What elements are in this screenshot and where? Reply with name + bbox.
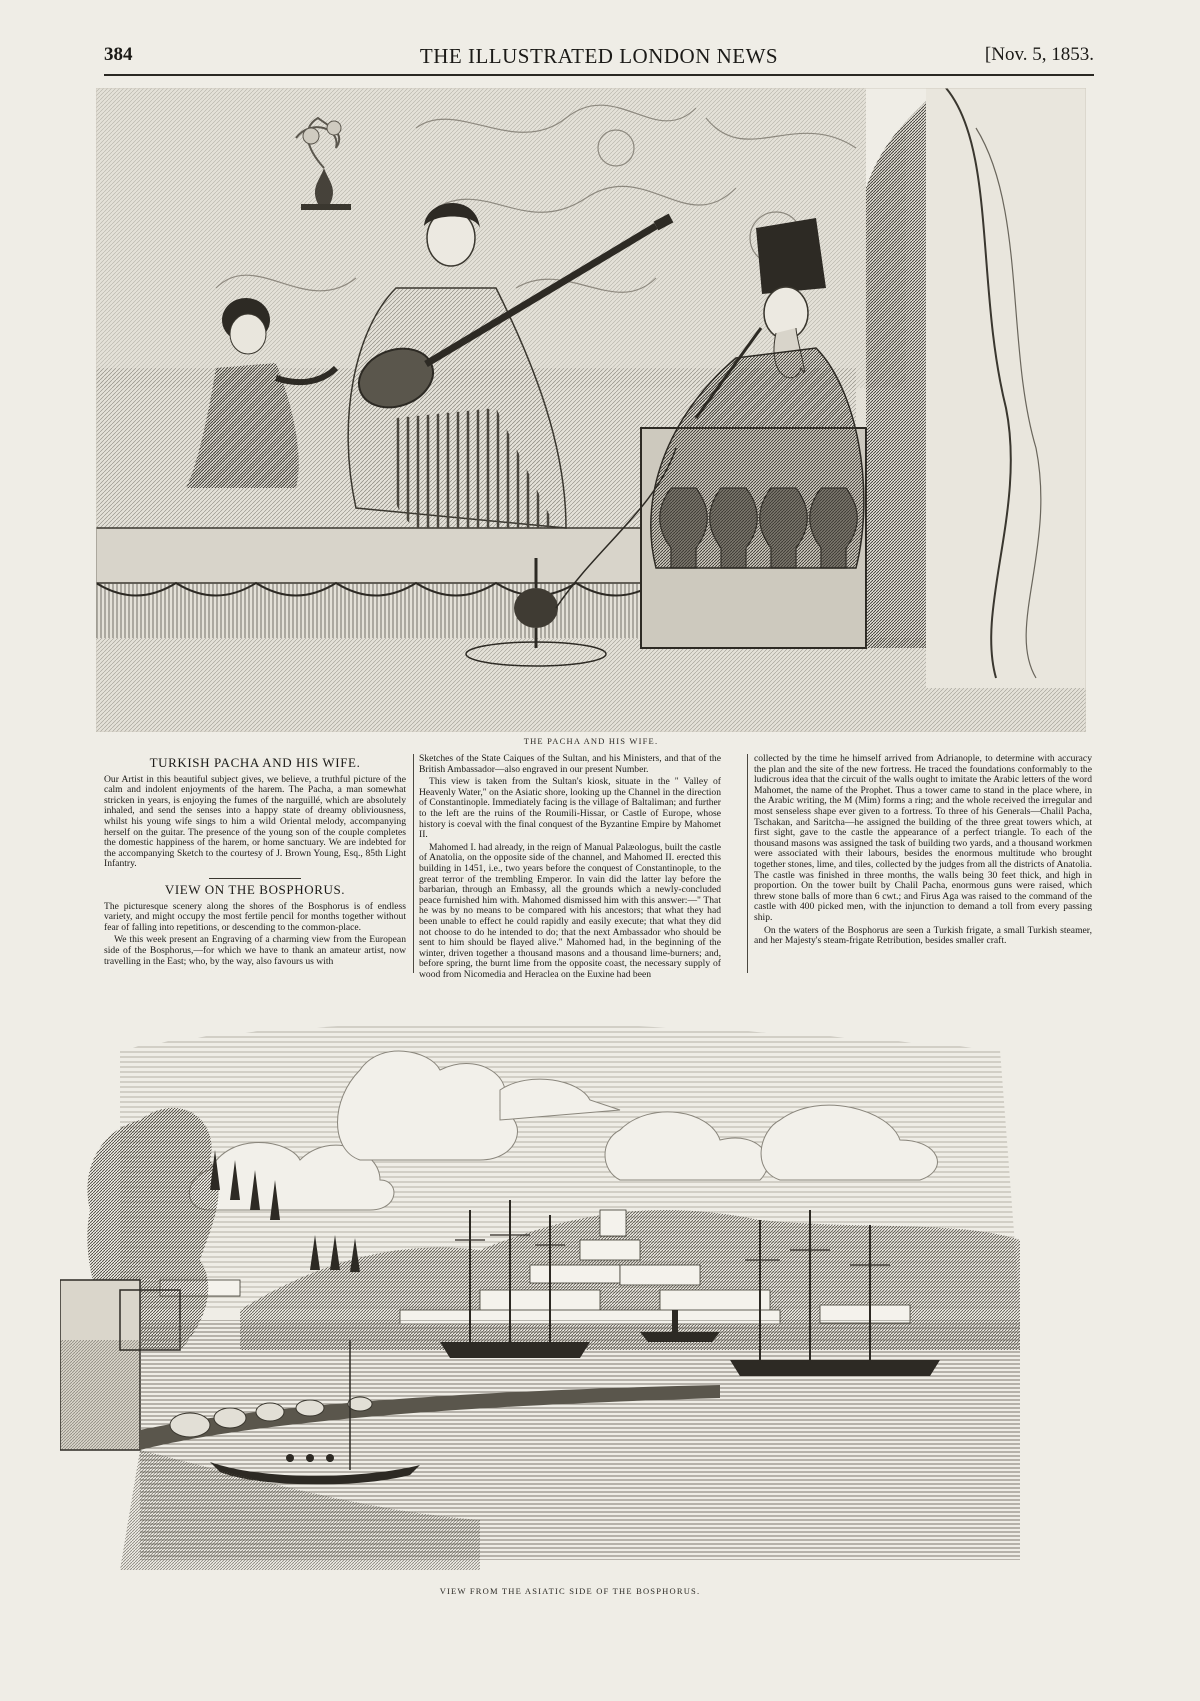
column-divider-2 bbox=[747, 754, 748, 973]
masthead bbox=[104, 38, 1094, 76]
caption-pacha: THE PACHA AND HIS WIFE. bbox=[523, 736, 659, 746]
article-column-2 bbox=[419, 754, 721, 982]
article-column-3 bbox=[754, 754, 1092, 949]
section-divider bbox=[209, 878, 301, 879]
column-divider-1 bbox=[413, 754, 414, 973]
issue-date: [Nov. 5, 1853. bbox=[984, 44, 1094, 65]
engraving-pacha-and-wife bbox=[96, 88, 1086, 732]
article-heading-bosphorus: VIEW ON THE BOSPHORUS. bbox=[164, 881, 346, 897]
publication-title: THE ILLUSTRATED LONDON NEWS bbox=[419, 44, 779, 68]
column2-paragraph-2: This view is taken from the Sultan's kiosk, situate in the " Valley of Heavenly Water," on the Asiatic shore, looking up the Channel in the direction of Constantinople. Immediately facing is the village of Baltaliman; and further to the left are the ruins of the Roumili-Hissar, or Castle of Europe, whose history is coeval with the final conquest of the Byzantine Empire by Mahomet II. bbox=[419, 776, 721, 841]
engraving-pacha-illustration bbox=[96, 88, 1086, 732]
article-pacha-paragraph: Our Artist in this beautiful subject gives, we believe, a truthful picture of the calm and indolent enjoyments of the harem. The Pacha, a man somewhat stricken in years, is enjoying the fumes of the narguillé, which are absolutely inhaled, and send the senses into a happy state of dreamy obliviousness, whilst his young wife sings to him a wild Oriental melody, accompanying herself on the guitar. The presence of the young son of the couple completes the domestic happiness of the harem, or home sanctuary. We are indebted for the accompanying Sketch to the courtesy of J. Brown Young, Esq., 85th Light Infantry. bbox=[104, 773, 406, 870]
article-bosphorus-paragraph-2: We this week present an Engraving of a charming view from the European side of the Bosphorus,—for which we have to thank an amateur artist, now travelling in the East; who, by the way, also favours us with bbox=[104, 934, 406, 967]
column3-paragraph-2: On the waters of the Bosphorus are seen a Turkish frigate, a small Turkish steamer, and her Majesty's steam-frigate Retribution, besides smaller craft. bbox=[754, 924, 1092, 947]
column3-paragraph-1: collected by the time he himself arrived from Adrianople, to determine with accuracy the plan and the site of the new fortress. He traced the foundations conformably to the ludicrous idea that the circuit of the walls ought to imitate the Arabic letters of the word Mahomet, the name of the Prophet. Thus a tower came to stand in the place where, in the Arabic writing, the M (Mim) forms a ring; and the whole received the irregular and most senseless shape ever given to a fortress. To three of his Generals—Chalil Pacha, Tschakan, and Saritcha—he assigned the building of the three great towers which, at first sight, gave to the castle the appearance of a perfect triangle. To each of the thousand masons was assigned the task of building two yards, and a thousand workmen were associated with their labours, besides the enormous multitude who brought together stones, lime, and tiles, collected by the judges from all the districts of Anatolia. The castle was finished in three months, the walls being 30 feet thick, and high in proportion. On the tower built by Chalil Pacha, enormous guns were raised, which threw stone balls of more than 6 cwt.; and Firus Aga was raised to the command of the castle with 400 picked men, with the injunction to demand a toll from every passing ship. bbox=[754, 753, 1092, 923]
article-heading-pacha: TURKISH PACHA AND HIS WIFE. bbox=[149, 755, 361, 770]
article-column-1 bbox=[104, 754, 406, 969]
column2-paragraph-3: Mahomed I. had already, in the reign of Manual Palæologus, built the castle of Anatolia, on the opposite side of the channel, and Mahomed II. erected this building in 1451, i.e., two years before the conquest of Constantinople, to the great terror of the trembling Emperor. In vain did the latter lay before the barbarian, through an Embassy, all the grounds which a newly-concluded peace furnished him with. Mahomed dismissed him with this answer:—" That he was by no means to be compared with his ancestors; that what they had been unable to effect he could rapidly and easily execute; that what they did not choose to do he intended to do; that the next Ambassador who should be sent to him should be flayed alive." Mahomed had, in the beginning of the winter, driven together a thousand masons and a thousand lime-burners; and, before spring, the burnt lime from the opposite coast, the necessary supply of wood from Nicomedia and Heraclea on the Euxine had been bbox=[419, 841, 721, 980]
page-number: 384 bbox=[104, 44, 133, 65]
article-bosphorus-paragraph-1: The picturesque scenery along the shores of the Bosphorus is of endless variety, and might occupy the most fertile pencil for months together without fear of falling into repetitions, or descending to the common-place. bbox=[104, 900, 406, 933]
caption-bosphorus: VIEW FROM THE ASIATIC SIDE OF THE BOSPHORUS. bbox=[439, 1586, 701, 1596]
column2-paragraph-1: Sketches of the State Caiques of the Sultan, and his Ministers, and that of the British Ambassador—also engraved in our present Number. bbox=[419, 753, 721, 775]
engraving-bosphorus-illustration bbox=[60, 1010, 1080, 1570]
engraving-bosphorus-view bbox=[60, 1010, 1080, 1570]
